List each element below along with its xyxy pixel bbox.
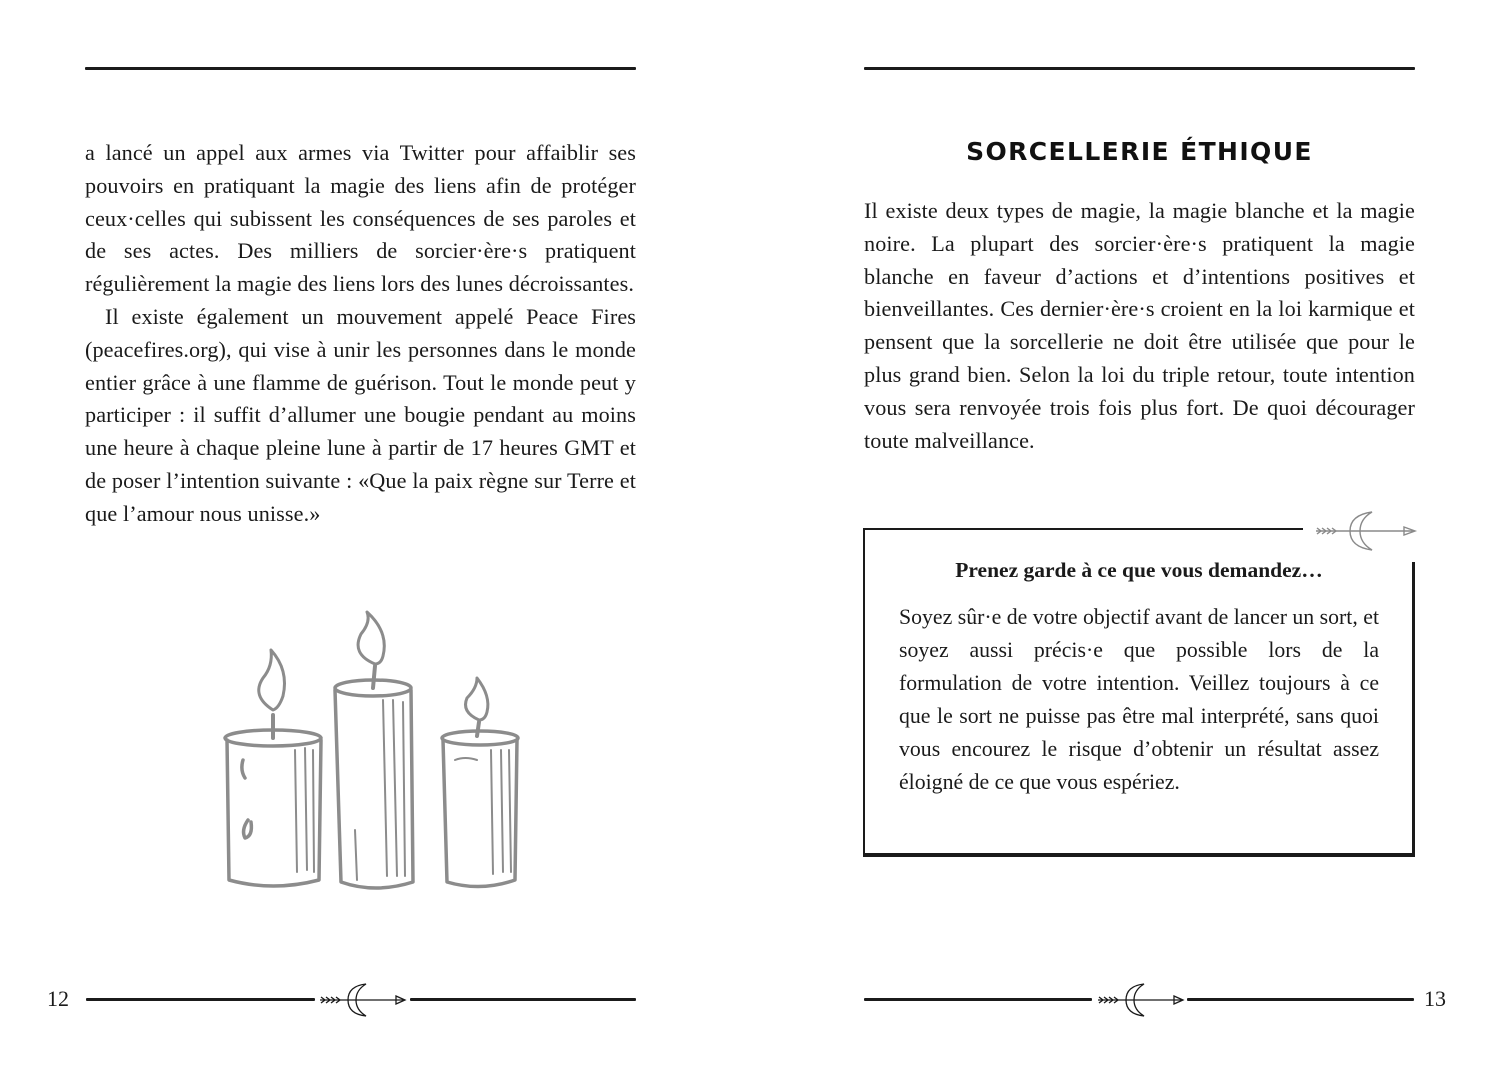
left-paragraph-1: a lancé un appel aux armes via Twitter pour affaiblir ses pouvoirs en pratiquant la magie des liens afin de protéger ceux·celles qui subissent les conséquences de ses paroles et de ses actes. Des milliers de sorcier·ère·s pratiquent régulièrement la magie des liens lors des lunes décroissantes. bbox=[85, 140, 636, 297]
moon-arrow-icon bbox=[1096, 980, 1186, 1020]
section-heading: SORCELLERIE ÉTHIQUE bbox=[966, 137, 1313, 166]
candle-right bbox=[442, 678, 518, 887]
callout-border-right bbox=[1412, 562, 1415, 857]
callout-border-bottom bbox=[863, 853, 1415, 857]
left-paragraph-2: Il existe également un mouvement appelé Peace Fires (peacefires.org), qui vise à unir les personnes dans le monde entier grâce à une flamme de guérison. Tout le monde peut y participer : il suffit d’allumer une bougie pendant au moins une heure à chaque pleine lune à partir de 17 heures GMT et de poser l’intention suivante : «Que la paix règne sur Terre et que l’amour nous unisse.» bbox=[85, 303, 636, 526]
candle-middle bbox=[335, 612, 413, 888]
left-footer-rule-b bbox=[410, 998, 636, 1001]
page-number-right: 13 bbox=[1424, 986, 1446, 1011]
right-page-body bbox=[864, 195, 1415, 457]
page-number-left: 12 bbox=[47, 986, 69, 1011]
moon-arrow-icon bbox=[1314, 507, 1418, 555]
callout-text: Soyez sûr·e de votre objectif avant de lancer un sort, et soyez aussi précis·e que possible lors de la formulation de votre intention. Veillez toujours à ce que le sort ne puisse pas être mal interprété, sans quoi vous encourez le risque d’obtenir un résultat assez éloigné de ce que vous espériez. bbox=[899, 605, 1379, 794]
right-footer-rule-b bbox=[1187, 998, 1414, 1001]
callout-title: Prenez garde à ce que vous demandez… bbox=[955, 558, 1323, 582]
left-footer-rule-a bbox=[86, 998, 315, 1001]
left-page-body bbox=[85, 137, 636, 531]
callout-border-top bbox=[863, 528, 1303, 530]
candles-illustration bbox=[215, 610, 525, 900]
right-footer-rule-a bbox=[864, 998, 1092, 1001]
left-header-rule bbox=[85, 67, 636, 70]
moon-arrow-icon bbox=[318, 980, 408, 1020]
candle-left bbox=[225, 650, 321, 886]
right-paragraph: Il existe deux types de magie, la magie blanche et la magie noire. La plupart des sorcier·ère·s pratiquent la magie blanche en faveur d’actions et d’intentions positives et bienveillantes. Ces dernier·ère·s croient en la loi karmique et pensent que la sorcellerie ne doit être utilisée que pour le plus grand bien. Selon la loi du triple retour, toute intention vous sera renvoyée trois fois plus fort. De quoi décourager toute malveillance. bbox=[864, 198, 1415, 453]
right-header-rule bbox=[864, 67, 1415, 70]
